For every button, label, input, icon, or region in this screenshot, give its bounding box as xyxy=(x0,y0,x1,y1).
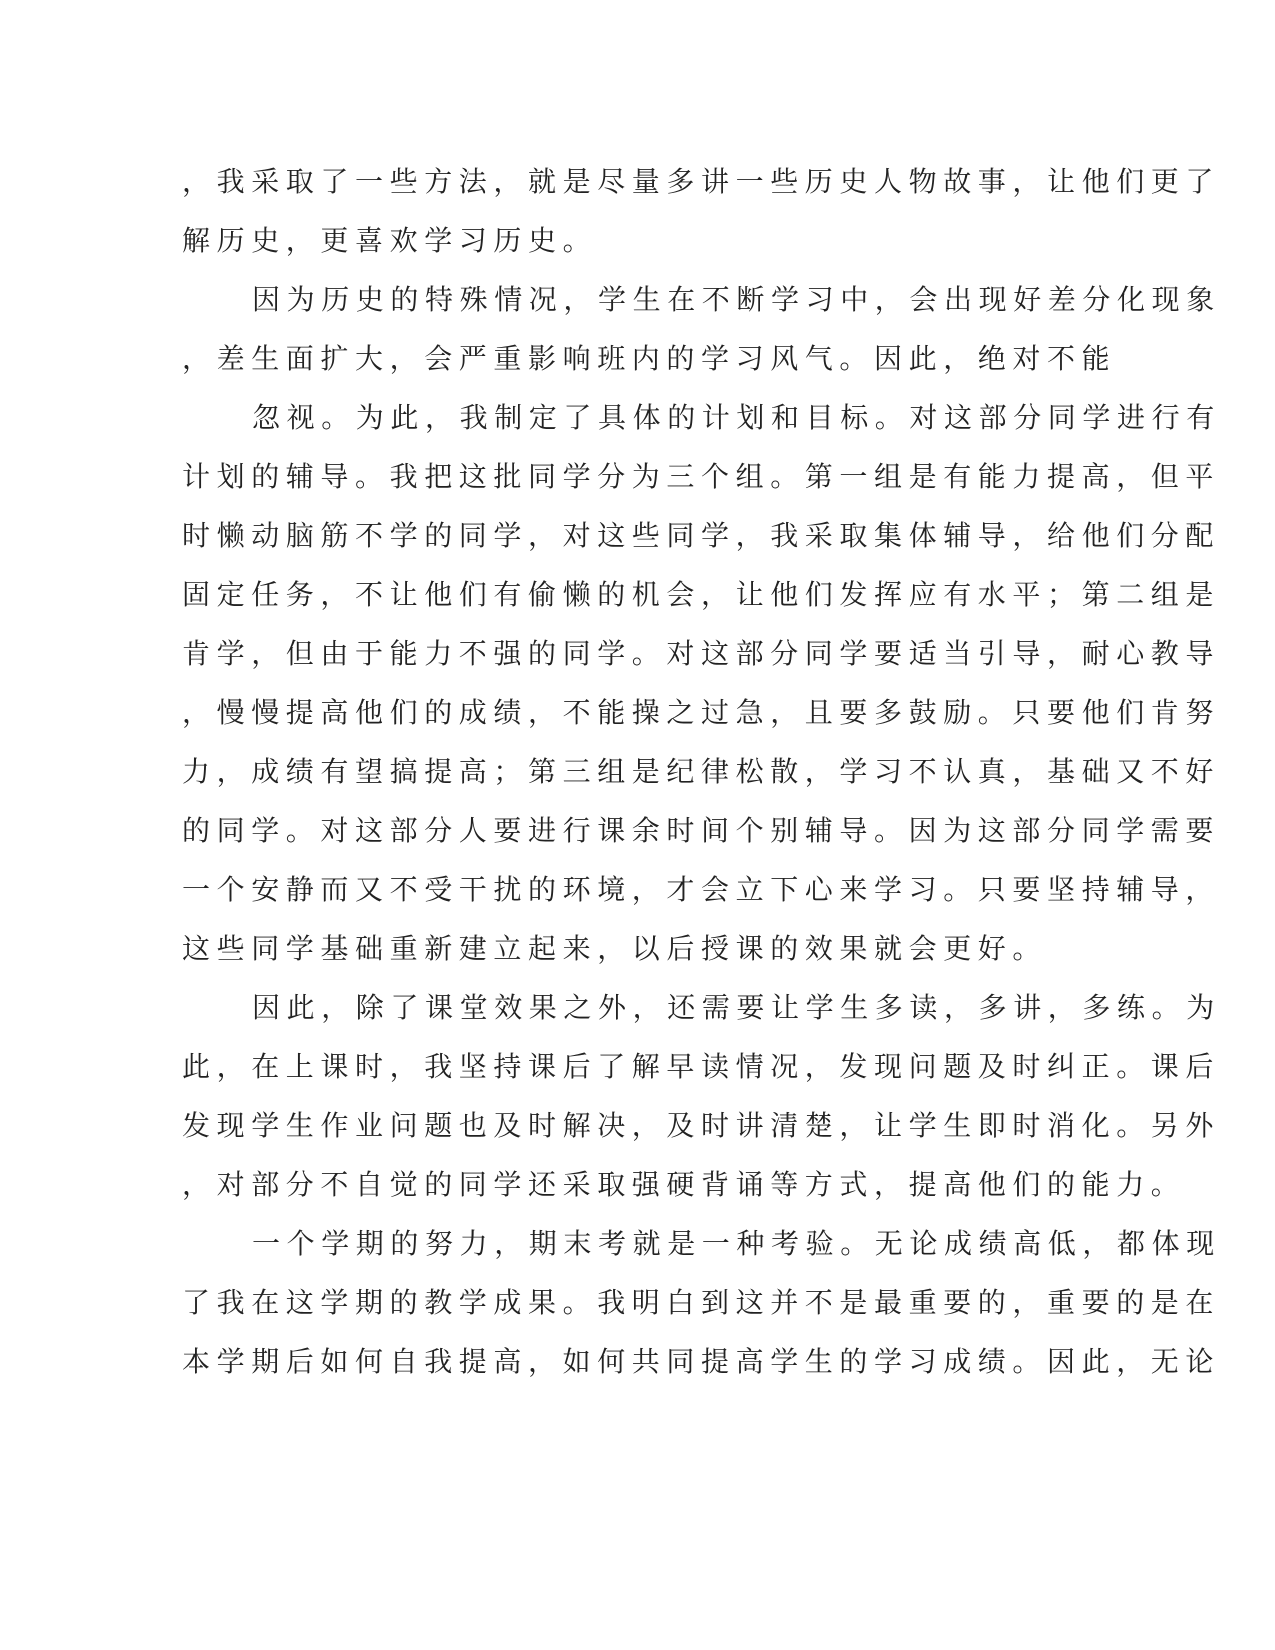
text-line: 此，在上课时，我坚持课后了解早读情况，发现问题及时纠正。课后 xyxy=(182,1050,1221,1083)
text-line: 固定任务，不让他们有偷懒的机会，让他们发挥应有水平；第二组是 xyxy=(182,578,1221,611)
text-line: 肯学，但由于能力不强的同学。对这部分同学要适当引导，耐心教导 xyxy=(182,637,1221,670)
text-line: 解历史，更喜欢学习历史。 xyxy=(182,224,598,257)
text-line: 发现学生作业问题也及时解决，及时讲清楚，让学生即时消化。另外 xyxy=(182,1109,1221,1142)
text-line: 一个安静而又不受干扰的环境，才会立下心来学习。只要坚持辅导， xyxy=(182,873,1221,906)
text-line: ，差生面扩大，会严重影响班内的学习风气。因此，绝对不能 xyxy=(182,342,1117,375)
text-line: 了我在这学期的教学成果。我明白到这并不是最重要的，重要的是在 xyxy=(182,1286,1221,1319)
text-line: 忽视。为此，我制定了具体的计划和目标。对这部分同学进行有 xyxy=(252,401,1221,434)
text-line: 因此，除了课堂效果之外，还需要让学生多读，多讲，多练。为 xyxy=(252,991,1221,1024)
text-line: 时懒动脑筋不学的同学，对这些同学，我采取集体辅导，给他们分配 xyxy=(182,519,1221,552)
text-line: 本学期后如何自我提高，如何共同提高学生的学习成绩。因此，无论 xyxy=(182,1345,1221,1378)
text-line: 计划的辅导。我把这批同学分为三个组。第一组是有能力提高，但平 xyxy=(182,460,1221,493)
text-line: 这些同学基础重新建立起来，以后授课的效果就会更好。 xyxy=(182,932,1048,965)
text-line: 因为历史的特殊情况，学生在不断学习中，会出现好差分化现象 xyxy=(252,283,1221,316)
text-line: 的同学。对这部分人要进行课余时间个别辅导。因为这部分同学需要 xyxy=(182,814,1221,847)
text-line: ，我采取了一些方法，就是尽量多讲一些历史人物故事，让他们更了 xyxy=(182,165,1221,198)
text-line: ，慢慢提高他们的成绩，不能操之过急，且要多鼓励。只要他们肯努 xyxy=(182,696,1221,729)
text-line: 力，成绩有望搞提高；第三组是纪律松散，学习不认真，基础又不好 xyxy=(182,755,1221,788)
text-line: ，对部分不自觉的同学还采取强硬背诵等方式，提高他们的能力。 xyxy=(182,1168,1186,1201)
text-line: 一个学期的努力，期末考就是一种考验。无论成绩高低，都体现 xyxy=(252,1227,1221,1260)
